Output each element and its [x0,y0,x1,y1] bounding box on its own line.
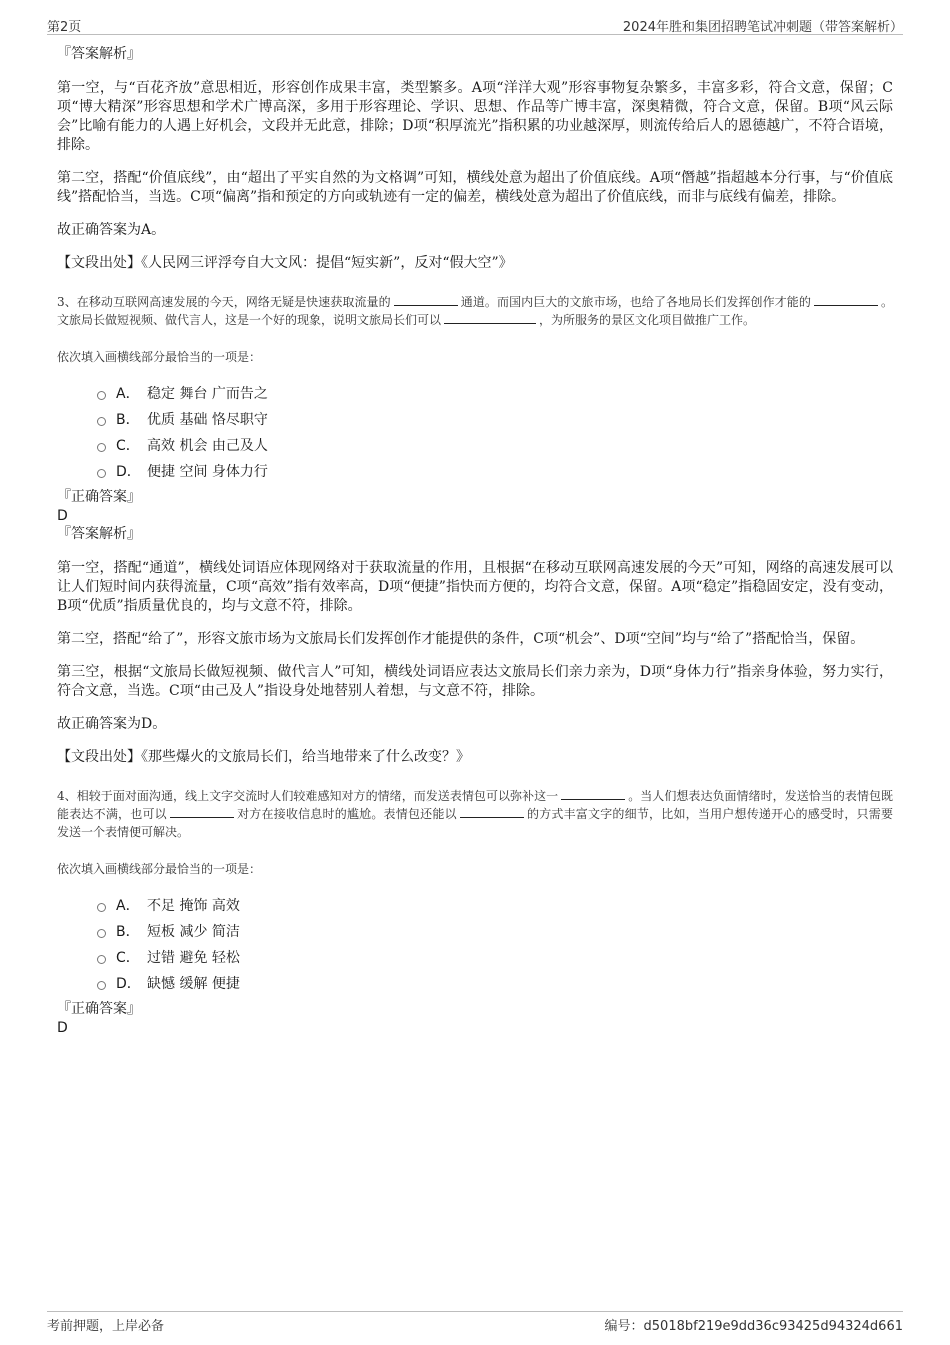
option-b[interactable]: B． 短板 减少 简洁 [97,918,893,944]
radio-icon[interactable] [97,443,106,452]
options-list [97,892,893,996]
option-d[interactable]: D． 缺憾 缓解 便捷 [97,970,893,996]
answer-statement: 故正确答案为D。 [57,716,167,732]
document-title: 2024年胜和集团招聘笔试冲刺题（带答案解析） [622,20,903,35]
option-c[interactable]: C． 高效 机会 由己及人 [97,432,893,458]
analysis-paragraph: 第二空，搭配“价值底线”，由“超出了平实自然的为文格调”可知，横线处意为超出了价值底线。A项“僭越”指超越本分行事，与“价值底线”搭配恰当，当选。C项“偏离”指和预定的方向或轨迹有一定的偏差，横线处意为超出了价值底线，而非与底线有偏差，排除。 [57,170,893,205]
source-citation: 【文段出处】《那些爆火的文旅局长们，给当地带来了什么改变？》 [57,749,470,765]
radio-icon[interactable] [97,955,106,964]
correct-answer-label: 『正确答案』 [57,1001,141,1017]
answer-blank [444,312,536,324]
question-4-text: 4、相较于面对面沟通，线上文字交流时人们较难感知对方的情绪，而发送表情包可以弥补这一 。当人们想表达负面情绪时，发送恰当的表情包既能表达不满，也可以 对方在接收信息时的尴尬。表情包还能以 的方式丰富文字的细节，比如，当用户想传递开心的感受时，只需要发送一个表情便可解决。 [57,789,893,839]
question-prompt: 依次填入画横线部分最恰当的一项是： [57,862,262,876]
correct-answer: D [57,508,68,524]
answer-blank [814,294,878,306]
page-number: 第2页 [47,20,82,35]
analysis-label: 『答案解析』 [57,46,141,62]
option-c[interactable]: C． 过错 避免 轻松 [97,944,893,970]
radio-icon[interactable] [97,903,106,912]
analysis-paragraph: 第一空，搭配“通道”，横线处词语应体现网络对于获取流量的作用，且根据“在移动互联网高速发展的今天”可知，网络的高速发展可以让人们短时间内获得流量，C项“高效”指有效率高，D项“便捷”指快而方便的，均符合文意，保留。A项“稳定”指稳固安定，没有变动，B项“优质”指质量优良的，均与文意不符，排除。 [57,560,893,614]
answer-blank [170,806,234,818]
option-a[interactable]: A． 稳定 舞台 广而告之 [97,380,893,406]
source-citation: 【文段出处】《人民网三评浮夸自大文风：提倡“短实新”，反对“假大空”》 [57,255,513,271]
document-id: 编号：d5018bf219e9dd36c93425d94324d661 [604,1319,903,1334]
question-3-text: 3、在移动互联网高速发展的今天，网络无疑是快速获取流量的 通道。而国内巨大的文旅市场，也给了各地局长们发挥创作才能的 。文旅局长做短视频、做代言人，这是一个好的现象，说明文旅局长们可以 ，为所服务的景区文化项目做推广工作。 [57,295,893,327]
radio-icon[interactable] [97,469,106,478]
option-d[interactable]: D． 便捷 空间 身体力行 [97,458,893,484]
radio-icon[interactable] [97,929,106,938]
page-content [57,45,893,1037]
radio-icon[interactable] [97,417,106,426]
analysis-label: 『答案解析』 [57,526,141,542]
page-header [47,14,903,35]
analysis-paragraph: 第二空，搭配“给了”，形容文旅市场为文旅局长们发挥创作才能提供的条件，C项“机会”、D项“空间”均与“给了”搭配恰当，保留。 [57,631,865,647]
page-footer [47,1311,903,1336]
answer-statement: 故正确答案为A。 [57,222,166,238]
options-list [97,380,893,484]
correct-answer: D [57,1020,68,1036]
answer-blank [460,806,524,818]
radio-icon[interactable] [97,391,106,400]
radio-icon[interactable] [97,981,106,990]
analysis-paragraph: 第三空，根据“文旅局长做短视频、做代言人”可知，横线处词语应表达文旅局长们亲力亲为，D项“身体力行”指亲身体验，努力实行，符合文意，当选。C项“由己及人”指设身处地替别人着想，与文意不符，排除。 [57,664,893,699]
correct-answer-label: 『正确答案』 [57,489,141,505]
analysis-paragraph: 第一空，与“百花齐放”意思相近，形容创作成果丰富，类型繁多。A项“洋洋大观”形容事物复杂繁多，丰富多彩，符合文意，保留；C项“博大精深”形容思想和学术广博高深，多用于形容理论、学识、思想、作品等广博丰富，深奥精微，符合文意，保留。B项“风云际会”比喻有能力的人遇上好机会，文段并无此意，排除；D项“积厚流光”指积累的功业越深厚，则流传给后人的恩德越广，不符合语境，排除。 [57,80,893,153]
question-prompt: 依次填入画横线部分最恰当的一项是： [57,350,262,364]
footer-slogan: 考前押题，上岸必备 [47,1319,165,1334]
option-a[interactable]: A． 不足 掩饰 高效 [97,892,893,918]
answer-blank [394,294,458,306]
answer-blank [561,788,625,800]
option-b[interactable]: B． 优质 基础 恪尽职守 [97,406,893,432]
